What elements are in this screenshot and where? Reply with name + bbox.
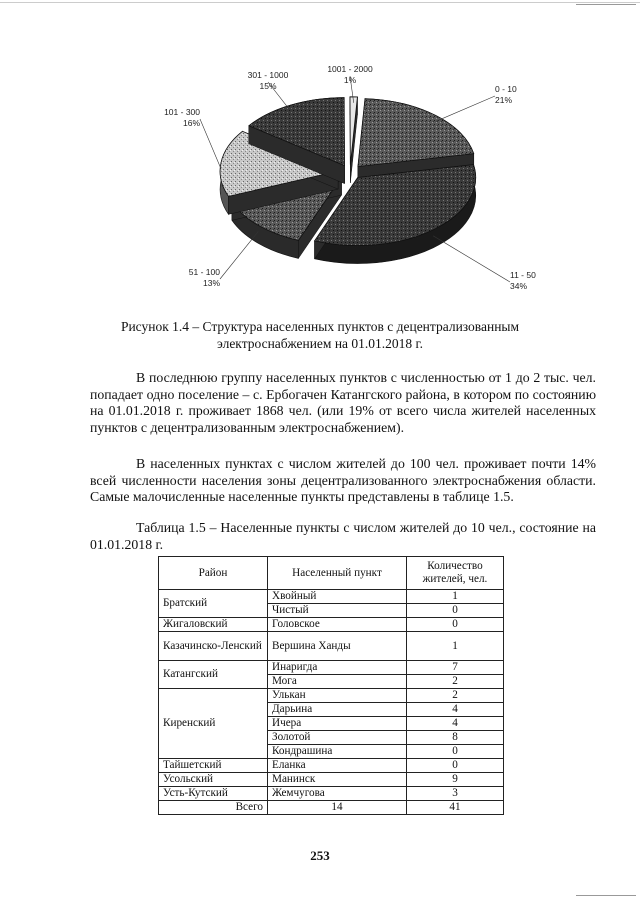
total-count: 41 [407,801,504,815]
place-cell: Мога [268,675,407,689]
place-cell: Ичера [268,717,407,731]
count-cell: 0 [407,618,504,632]
header-place: Населенный пункт [268,557,407,590]
count-cell: 9 [407,773,504,787]
pie-slice-percent: 16% [182,118,200,128]
figure-caption: Рисунок 1.4 – Структура населенных пунктов с децентрализованным электроснабжением на 01.01.2018 г. [120,319,520,351]
pie-slice-percent: 1% [343,75,357,85]
count-cell: 3 [407,787,504,801]
district-cell: Казачинско-Ленский [159,632,268,661]
table-caption: Таблица 1.5 – Населенные пункты с числом жителей до 10 чел., состояние на 01.01.2018 г. [90,520,596,552]
pie-chart [150,60,550,305]
district-cell: Усть-Кутский [159,787,268,801]
pie-slice-percent: 13% [202,278,220,288]
table-row [159,773,504,787]
settlements-table [158,556,504,815]
pie-leader-line [436,96,495,121]
table-row [159,661,504,675]
table-row [159,590,504,604]
table-row [159,689,504,703]
header-district: Район [159,557,268,590]
total-places: 14 [268,801,407,815]
pie-slice-label: 51 - 100 [188,267,220,277]
pie-slice-label: 0 - 10 [495,84,517,94]
table-row [159,632,504,661]
place-cell: Инаригда [268,661,407,675]
count-cell: 0 [407,745,504,759]
top-rule [0,2,640,3]
count-cell: 0 [407,759,504,773]
place-cell: Кондрашина [268,745,407,759]
place-cell: Улькан [268,689,407,703]
scan-edge-mark [576,895,636,896]
table-header-row [159,557,504,590]
district-cell: Тайшетский [159,759,268,773]
count-cell: 2 [407,689,504,703]
pie-slice-percent: 15% [259,81,277,91]
pie-slice-label: 301 - 1000 [247,70,289,80]
district-cell: Катангский [159,661,268,689]
total-label: Всего [159,801,268,815]
place-cell: Вершина Ханды [268,632,407,661]
district-cell: Усольский [159,773,268,787]
page-number: 253 [310,848,330,863]
pie-leader-line [200,119,221,169]
district-cell: Братский [159,590,268,618]
paragraph-2: В населенных пунктах с числом жителей до 100 чел. проживает почти 14% всей численности населения зоны децентрализованного электроснабжения области. Самые малочисленные населенные пункты представлены в таблице 1.5. [90,456,596,505]
place-cell: Чистый [268,604,407,618]
count-cell: 7 [407,661,504,675]
place-cell: Манинск [268,773,407,787]
pie-slice-label: 101 - 300 [164,107,200,117]
table-row [159,759,504,773]
header-count: Количество жителей, чел. [407,557,504,590]
place-cell: Золотой [268,731,407,745]
pie-slice-label: 11 - 50 [510,270,536,280]
table-row [159,618,504,632]
pie-slice [350,97,357,165]
count-cell: 2 [407,675,504,689]
count-cell: 4 [407,717,504,731]
scan-edge-mark [576,4,636,5]
pie-slice-percent: 34% [510,281,528,291]
table-total-row [159,801,504,815]
paragraph-1: В последнюю группу населенных пунктов с численностью от 1 до 2 тыс. чел. попадает одно поселение – с. Ербогачен Катангского района, в котором по состоянию на 01.01.2018 г. проживает 1868 чел. (или 19% от всего числа жителей населенных пунктов с децентрализованным электроснабжением). [90,370,596,435]
district-cell: Жигаловский [159,618,268,632]
place-cell: Еланка [268,759,407,773]
count-cell: 8 [407,731,504,745]
pie-slice-label: 1001 - 2000 [327,64,373,74]
table-row [159,787,504,801]
pie-leader-line [433,236,510,282]
pie-slice-percent: 21% [495,95,513,105]
district-cell: Киренский [159,689,268,759]
pie-leader-line [220,231,258,279]
place-cell: Хвойный [268,590,407,604]
place-cell: Жемчугова [268,787,407,801]
place-cell: Дарьина [268,703,407,717]
count-cell: 1 [407,590,504,604]
place-cell: Головское [268,618,407,632]
count-cell: 0 [407,604,504,618]
count-cell: 4 [407,703,504,717]
count-cell: 1 [407,632,504,661]
